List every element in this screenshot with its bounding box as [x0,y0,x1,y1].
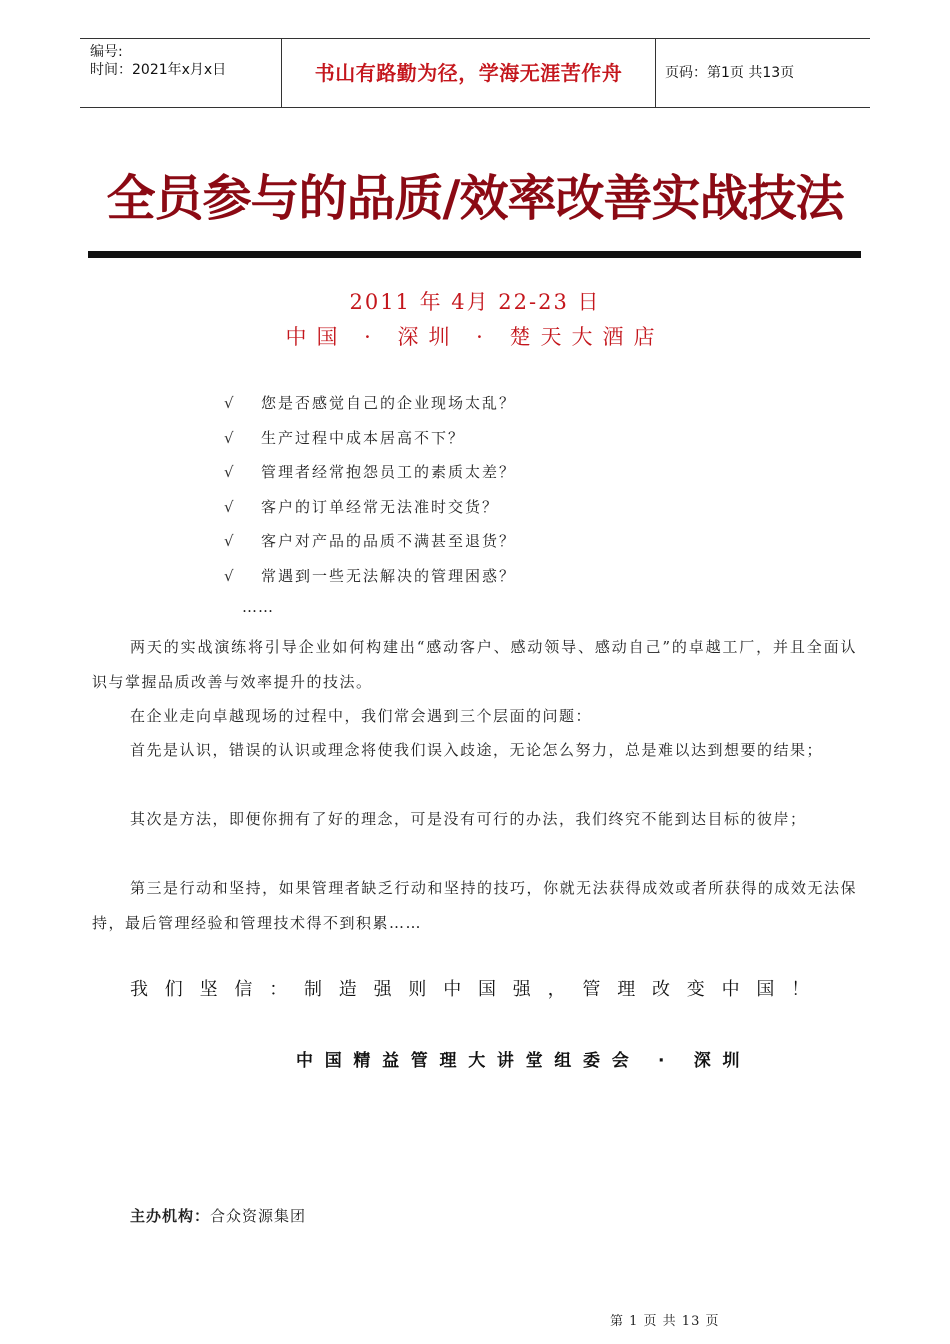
problems-intro-paragraph: 在企业走向卓越现场的过程中，我们常会遇到三个层面的问题： [130,707,593,725]
header-motto-cell [281,39,656,107]
list-item [224,565,516,600]
list-item [224,427,516,462]
question-text: 您是否感觉自己的企业现场太乱？ [261,394,517,412]
host-organization [130,1205,306,1226]
document-title: 全员参与的品质/效率改善实战技法 [106,170,844,227]
question-text: 客户的订单经常无法准时交货？ [261,497,500,516]
question-text: 生产过程中成本居高不下？ [261,428,466,447]
host-name: 合众资源集团 [210,1207,307,1225]
third-problem-paragraph: 第三是行动和坚持，如果管理者缺乏行动和坚持的技巧，你就无法获得成效或者所获得的成效无法保持，最后管理经验和管理技术得不到积累…… [92,879,857,932]
event-date: 2011 年 4月 22-23 日 [349,290,601,314]
document-time: 时间：2021年x月x日 [90,62,227,78]
list-item [224,496,516,531]
question-text: 客户对产品的品质不满甚至退货？ [261,532,517,550]
check-icon: √ [224,566,236,585]
question-list [224,392,516,599]
document-number-label: 编号: [90,44,123,60]
check-icon: √ [224,497,236,516]
header-page-cell [655,39,870,107]
header-table [80,38,870,108]
host-label: 主办机构： [130,1207,211,1225]
list-item [224,392,516,427]
title-divider [88,251,861,258]
page-footer: 第 1 页 共 13 页 [610,1314,720,1329]
header-page-info: 页码：第1页 共13页 [665,65,795,81]
check-icon: √ [224,394,236,412]
list-item [224,461,516,496]
first-problem-paragraph: 首先是认识，错误的认识或理念将使我们误入歧途，无论怎么努力，总是难以达到想要的结果； [130,741,824,759]
intro-paragraph: 两天的实战演练将引导企业如何构建出“感动客户、感动领导、感动自己”的卓越工厂，并且全面认识与掌握品质改善与效率提升的技法。 [92,638,857,691]
event-venue: 中国 · 深圳 · 楚天大酒店 [285,325,665,349]
belief-statement: 我们坚信：制造强则中国强，管理改变中国！ [130,979,826,1000]
list-item [224,530,516,565]
header-motto: 书山有路勤为径，学海无涯苦作舟 [314,61,623,85]
question-text: 常遇到一些无法解决的管理困惑？ [261,566,517,585]
check-icon: √ [224,463,236,481]
check-icon: √ [224,532,236,550]
second-problem-paragraph: 其次是方法，即便你拥有了好的理念，可是没有可行的办法，我们终究不能到达目标的彼岸； [130,810,807,828]
header-left-cell [80,39,281,107]
check-icon: √ [224,428,236,447]
organizer-line: 中国精益管理大讲堂组委会 · 深圳 [296,1051,752,1071]
question-text: 管理者经常抱怨员工的素质太差？ [261,463,517,481]
list-ellipsis: …… [242,598,274,616]
